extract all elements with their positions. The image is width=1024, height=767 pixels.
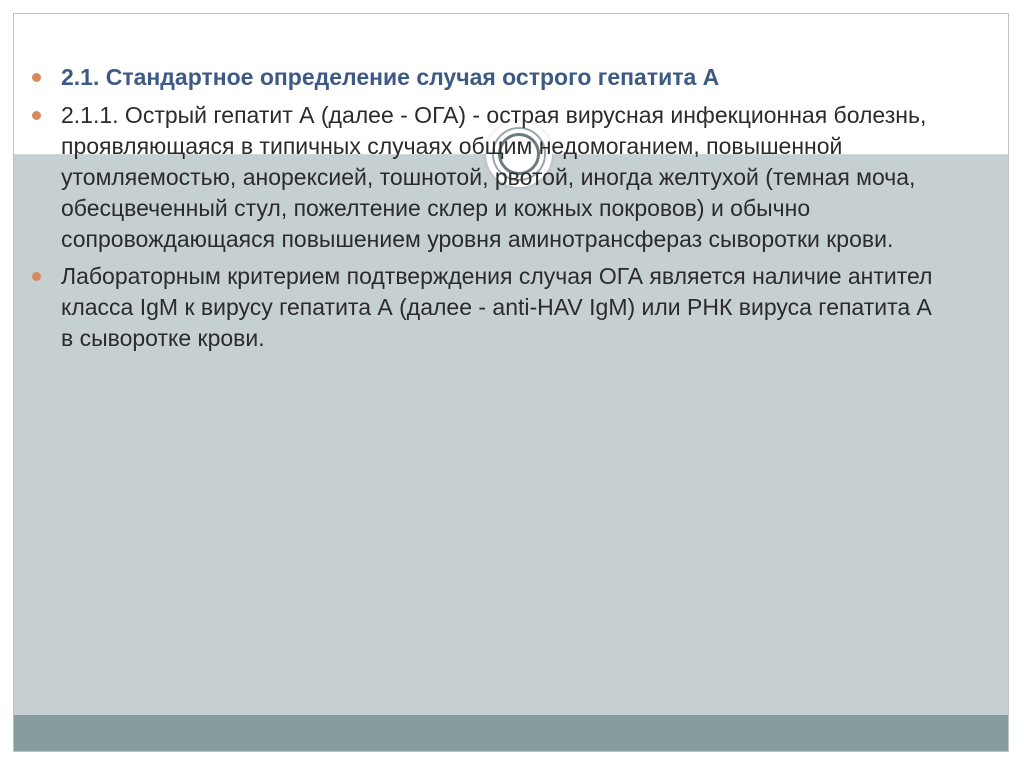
bullet-item-heading (29, 62, 949, 93)
footer-band (14, 715, 1008, 751)
bullet-text: 2.1. Стандартное определение случая острого гепатита А (61, 64, 720, 90)
bullet-item-definition (29, 100, 949, 255)
bullet-item-lab-criterion (29, 261, 949, 354)
slide (13, 13, 1009, 752)
bullet-list (29, 62, 949, 354)
bullet-dot-icon (32, 111, 41, 120)
bullet-dot-icon (32, 272, 41, 281)
bullet-text: Лабораторным критерием подтверждения случая ОГА является наличие антител класса IgM к вирусу гепатита А (далее - anti-HAV IgM) или РНК вируса гепатита А в сыворотке крови. (61, 263, 933, 351)
bullet-text: 2.1.1. Острый гепатит А (далее - ОГА) - острая вирусная инфекционная болезнь, проявляющаяся в типичных случаях общим недомоганием, повышенной утомляемостью, анорексией, тошнотой, рвотой, иногда желтухой (темная моча, обесцвеченный стул, пожелтение склер и кожных покровов) и обычно сопровождающаяся повышением уровня аминотрансфераз сыворотки крови. (61, 102, 927, 252)
bullet-dot-icon (32, 73, 41, 82)
slide-content (29, 62, 949, 360)
